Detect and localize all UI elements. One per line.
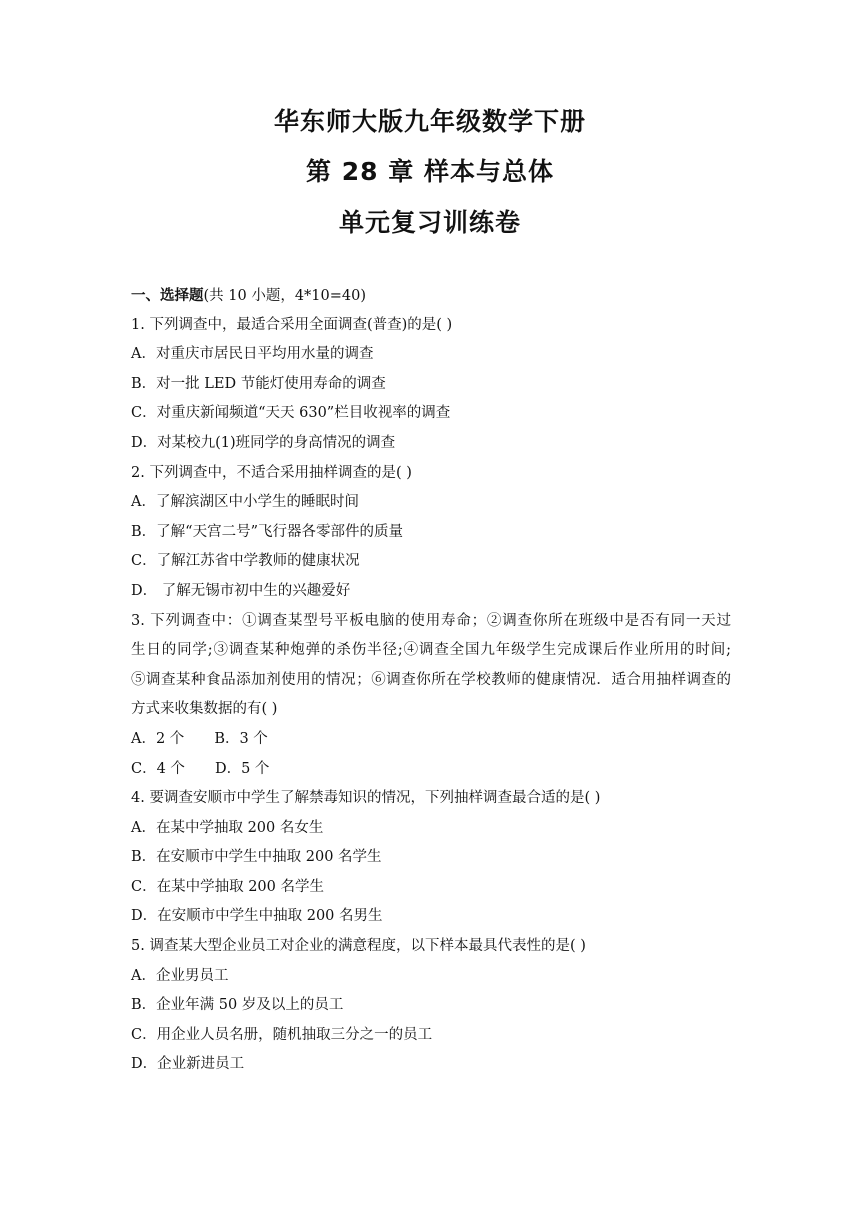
question-2-option-b: B．了解“天宫二号”飞行器各零部件的质量	[131, 523, 403, 540]
question-2-option-c: C．了解江苏省中学教师的健康状况	[131, 553, 360, 570]
question-3-option-c: C．4 个	[131, 760, 185, 777]
section-head-label: 一、选择题	[131, 287, 204, 304]
question-4-stem: 4. 要调查安顺市中学生了解禁毒知识的情况，下列抽样调查最合适的是( )	[131, 790, 601, 807]
question-2-stem: 2. 下列调查中，不适合采用抽样调查的是( )	[131, 464, 412, 481]
question-5-option-b: B．企业年满 50 岁及以上的员工	[131, 997, 344, 1014]
question-3-options-row-2	[131, 755, 731, 785]
question-1-option-b: B．对一批 LED 节能灯使用寿命的调查	[131, 375, 386, 392]
question-3-stem-line-1: 3. 下列调查中：①调查某型号平板电脑的使用寿命；②调查你所在班级中是否有同一天过	[131, 612, 731, 629]
question-4-option-c: C．在某中学抽取 200 名学生	[131, 878, 324, 895]
section-head-detail: (共 10 小题，4*10=40)	[203, 288, 367, 304]
question-1-option-c: C．对重庆新闻频道“天天 630”栏目收视率的调查	[131, 405, 451, 422]
question-5-option-a: A．企业男员工	[131, 967, 229, 984]
question-5-option-c: C．用企业人员名册，随机抽取三分之一的员工	[131, 1026, 433, 1043]
question-3-option-d: D．5 个	[214, 760, 270, 777]
unit-title: 单元复习训练卷	[338, 208, 521, 237]
question-2-option-a: A．了解滨湖区中小学生的睡眠时间	[131, 494, 359, 511]
question-2-option-d: D． 了解无锡市初中生的兴趣爱好	[131, 582, 351, 599]
question-4-option-a: A．在某中学抽取 200 名女生	[131, 819, 324, 836]
question-1-stem: 1. 下列调查中，最适合采用全面调查(普查)的是( )	[131, 316, 453, 333]
question-4-option-d: D．在安顺市中学生中抽取 200 名男生	[131, 908, 383, 925]
question-1-option-a: A．对重庆市居民日平均用水量的调查	[131, 346, 374, 363]
question-3-options-row-1	[131, 725, 731, 755]
question-3-stem-line-3: ⑤调查某种食品添加剂使用的情况；⑥调查你所在学校教师的健康情况．适合用抽样调查的	[131, 671, 731, 688]
section-heading	[131, 281, 731, 311]
question-5-option-d: D．企业新进员工	[131, 1056, 245, 1073]
document-title: 华东师大版九年级数学下册	[273, 107, 586, 136]
question-3-option-a: A．2 个	[131, 730, 185, 747]
chapter-title: 第 28 章 样本与总体	[306, 157, 554, 186]
question-5-stem: 5. 调查某大型企业员工对企业的满意程度，以下样本最具代表性的是( )	[131, 938, 586, 955]
question-4-option-b: B．在安顺市中学生中抽取 200 名学生	[131, 849, 382, 866]
question-3-option-b: B．3 个	[214, 730, 268, 747]
question-3-stem-line-4: 方式来收集数据的有( )	[131, 701, 278, 718]
question-body	[131, 281, 731, 1080]
question-1-option-d: D．对某校九(1)班同学的身高情况的调查	[131, 434, 396, 451]
question-3-stem-line-2: 生日的同学;③调查某种炮弹的杀伤半径;④调查全国九年级学生完成课后作业所用的时间;	[131, 642, 731, 659]
